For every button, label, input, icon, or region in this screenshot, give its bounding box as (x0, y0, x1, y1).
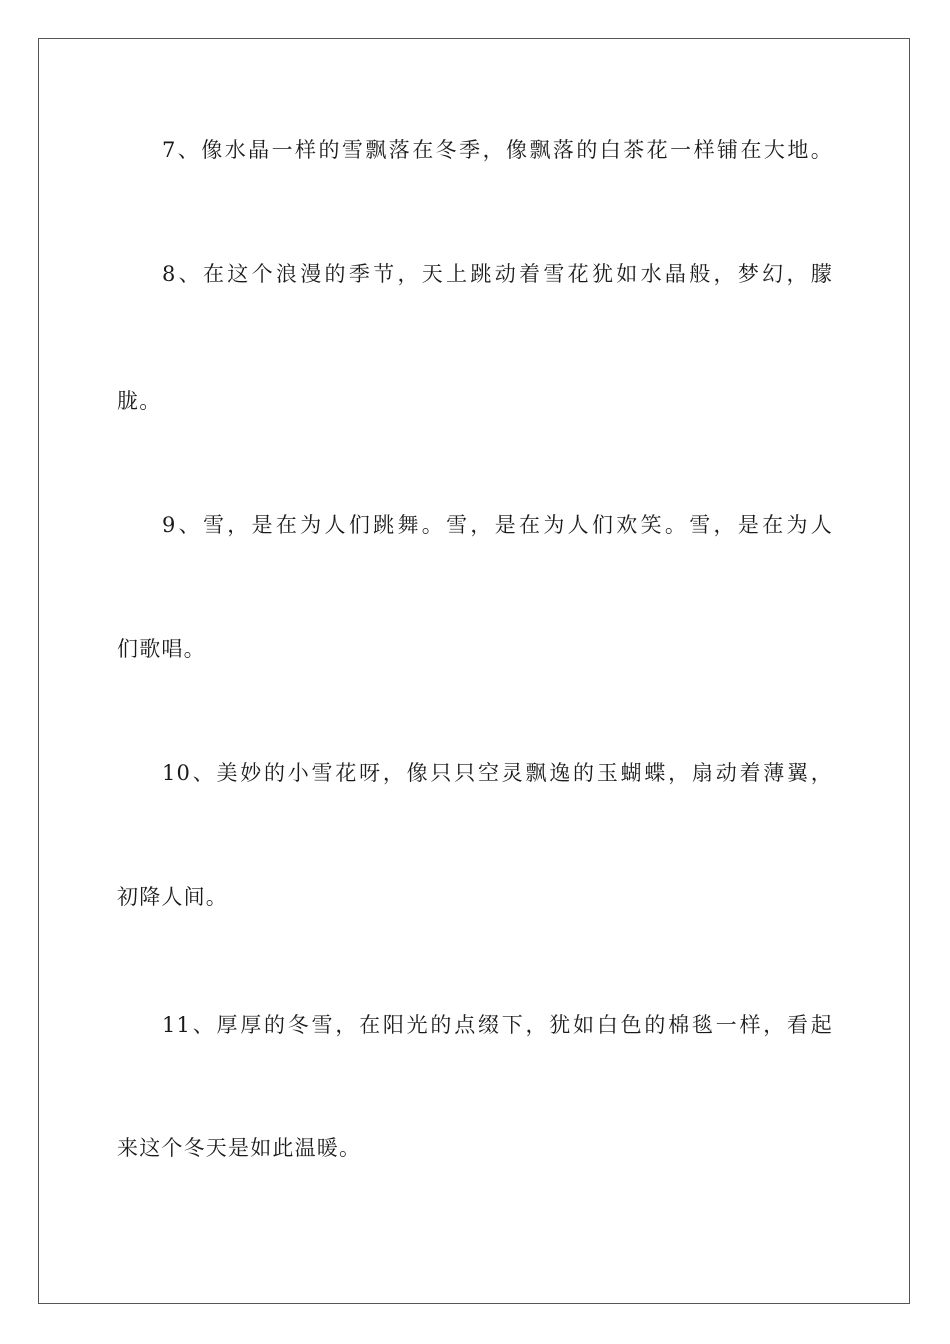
paragraph-11-line-1: 11、厚厚的冬雪，在阳光的点缀下，犹如白色的棉毯一样，看起 (162, 1013, 833, 1037)
paragraph-8-line-2: 胧。 (117, 389, 162, 413)
paragraph-9-line-1: 9、雪，是在为人们跳舞。雪，是在为人们欢笑。雪，是在为人 (162, 513, 833, 537)
paragraph-7-line-1: 7、像水晶一样的雪飘落在冬季，像飘落的白茶花一样铺在大地。 (162, 138, 833, 162)
paragraph-11-line-2: 来这个冬天是如此温暖。 (117, 1136, 362, 1160)
paragraph-9-line-2: 们歌唱。 (117, 637, 206, 661)
paragraph-8-line-1: 8、在这个浪漫的季节，天上跳动着雪花犹如水晶般，梦幻，朦 (162, 262, 833, 286)
paragraph-10-line-2: 初降人间。 (117, 885, 228, 909)
page-frame (38, 38, 910, 1304)
paragraph-10-line-1: 10、美妙的小雪花呀，像只只空灵飘逸的玉蝴蝶，扇动着薄翼， (162, 761, 833, 785)
